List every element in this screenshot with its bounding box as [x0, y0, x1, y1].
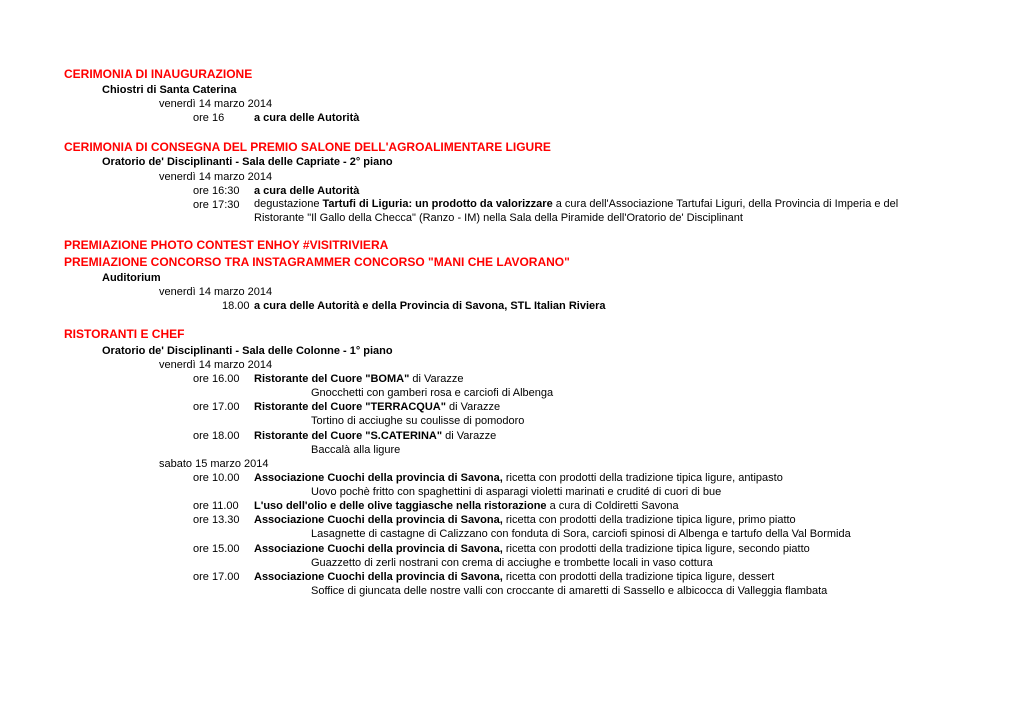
- section-title-ristoranti: RISTORANTI E CHEF: [64, 327, 185, 341]
- event-highlight: L'uso dell'olio e delle olive taggiasche nella ristorazione: [254, 500, 547, 512]
- event-text: [254, 197, 898, 211]
- event-text: [254, 513, 796, 527]
- dish-text: Gnocchetti con gamberi rosa e carciofi di Albenga: [311, 387, 554, 399]
- event-text: a cura delle Autorità: [254, 185, 360, 197]
- course-description: ricetta con prodotti della tradizione tipica ligure, primo piatto: [502, 514, 796, 526]
- event-text: [254, 372, 464, 386]
- restaurant-location: di Varazze: [409, 373, 464, 385]
- time-label: ore 17:30: [193, 199, 240, 211]
- organizer-name: Associazione Cuochi della provincia di Savona,: [254, 571, 503, 583]
- event-suffix: a cura di Coldiretti Savona: [546, 500, 679, 512]
- event-text: a cura delle Autorità e della Provincia di Savona, STL Italian Riviera: [254, 300, 606, 312]
- event-prefix: degustazione: [254, 198, 323, 210]
- event-text: [254, 570, 774, 584]
- event-text: [254, 400, 500, 414]
- time-label: ore 17.00: [193, 571, 240, 583]
- course-description: ricetta con prodotti della tradizione tipica ligure, dessert: [502, 571, 775, 583]
- venue-label: Chiostri di Santa Caterina: [102, 84, 237, 96]
- dish-text: Baccalà alla ligure: [311, 444, 401, 456]
- venue-label: Oratorio de' Disciplinanti - Sala delle Capriate - 2° piano: [102, 156, 393, 168]
- organizer-name: Associazione Cuochi della provincia di Savona,: [254, 472, 503, 484]
- time-label: ore 16.00: [193, 373, 240, 385]
- time-label: ore 13.30: [193, 514, 240, 526]
- restaurant-location: di Varazze: [445, 401, 501, 413]
- dish-text: Uovo pochè fritto con spaghettini di asparagi violetti marinati e crudité di cuori di bue: [311, 486, 722, 498]
- dish-text: Soffice di giuncata delle nostre valli con croccante di amaretti di Sassello e albicocca di Valleggia flambata: [311, 585, 828, 597]
- restaurant-name: Ristorante del Cuore "S.CATERINA": [254, 430, 443, 442]
- section-title-instagrammer: PREMIAZIONE CONCORSO TRA INSTAGRAMMER CONCORSO "MANI CHE LAVORANO": [64, 255, 570, 269]
- date-label: venerdì 14 marzo 2014: [159, 98, 273, 110]
- time-label: ore 16: [193, 112, 225, 124]
- restaurant-name: Ristorante del Cuore "BOMA": [254, 373, 410, 385]
- section-title-inaugurazione: CERIMONIA DI INAUGURAZIONE: [64, 67, 253, 81]
- event-text: a cura delle Autorità: [254, 112, 360, 124]
- time-label: ore 16:30: [193, 185, 240, 197]
- time-label: 18.00: [222, 300, 250, 312]
- course-description: ricetta con prodotti della tradizione tipica ligure, secondo piatto: [502, 543, 810, 555]
- event-highlight: Tartufi di Liguria: un prodotto da valorizzare: [322, 198, 553, 210]
- dish-text: Guazzetto di zerli nostrani con crema di acciughe e trombette locali in vaso cottura: [311, 557, 713, 569]
- date-label: venerdì 14 marzo 2014: [159, 286, 273, 298]
- schedule-row: [193, 111, 224, 125]
- event-suffix: a cura dell'Associazione Tartufai Liguri, della Provincia di Imperia e del: [552, 198, 899, 210]
- date-label: sabato 15 marzo 2014: [159, 458, 269, 470]
- organizer-name: Associazione Cuochi della provincia di Savona,: [254, 514, 503, 526]
- time-label: ore 15.00: [193, 543, 240, 555]
- time-label: ore 11.00: [193, 500, 239, 512]
- section-title-premio: CERIMONIA DI CONSEGNA DEL PREMIO SALONE DELL'AGROALIMENTARE LIGURE: [64, 140, 551, 154]
- time-label: ore 17.00: [193, 401, 240, 413]
- event-text: [254, 471, 783, 485]
- date-label: venerdì 14 marzo 2014: [159, 171, 273, 183]
- organizer-name: Associazione Cuochi della provincia di Savona,: [254, 543, 503, 555]
- time-label: ore 10.00: [193, 472, 240, 484]
- dish-text: Tortino di acciughe su coulisse di pomodoro: [311, 415, 525, 427]
- section-title-photo-contest: PREMIAZIONE PHOTO CONTEST ENHOY #VISITRIVIERA: [64, 238, 389, 252]
- restaurant-name: Ristorante del Cuore "TERRACQUA": [254, 401, 446, 413]
- event-text: [254, 499, 679, 513]
- event-text: [254, 542, 810, 556]
- venue-label: Oratorio de' Disciplinanti - Sala delle Colonne - 1° piano: [102, 345, 393, 357]
- course-description: ricetta con prodotti della tradizione tipica ligure, antipasto: [502, 472, 783, 484]
- event-text: [254, 429, 496, 443]
- date-label: venerdì 14 marzo 2014: [159, 359, 273, 371]
- event-text-continued: Ristorante "Il Gallo della Checca" (Ranzo - IM) nella Sala della Piramide dell'Oratorio de' Disciplinant: [254, 212, 743, 224]
- dish-text: Lasagnette di castagne di Calizzano con fonduta di Sora, carciofi spinosi di Albenga e tartufo della Val Bormida: [311, 528, 851, 540]
- restaurant-location: di Varazze: [442, 430, 497, 442]
- venue-label: Auditorium: [102, 272, 161, 284]
- time-label: ore 18.00: [193, 430, 240, 442]
